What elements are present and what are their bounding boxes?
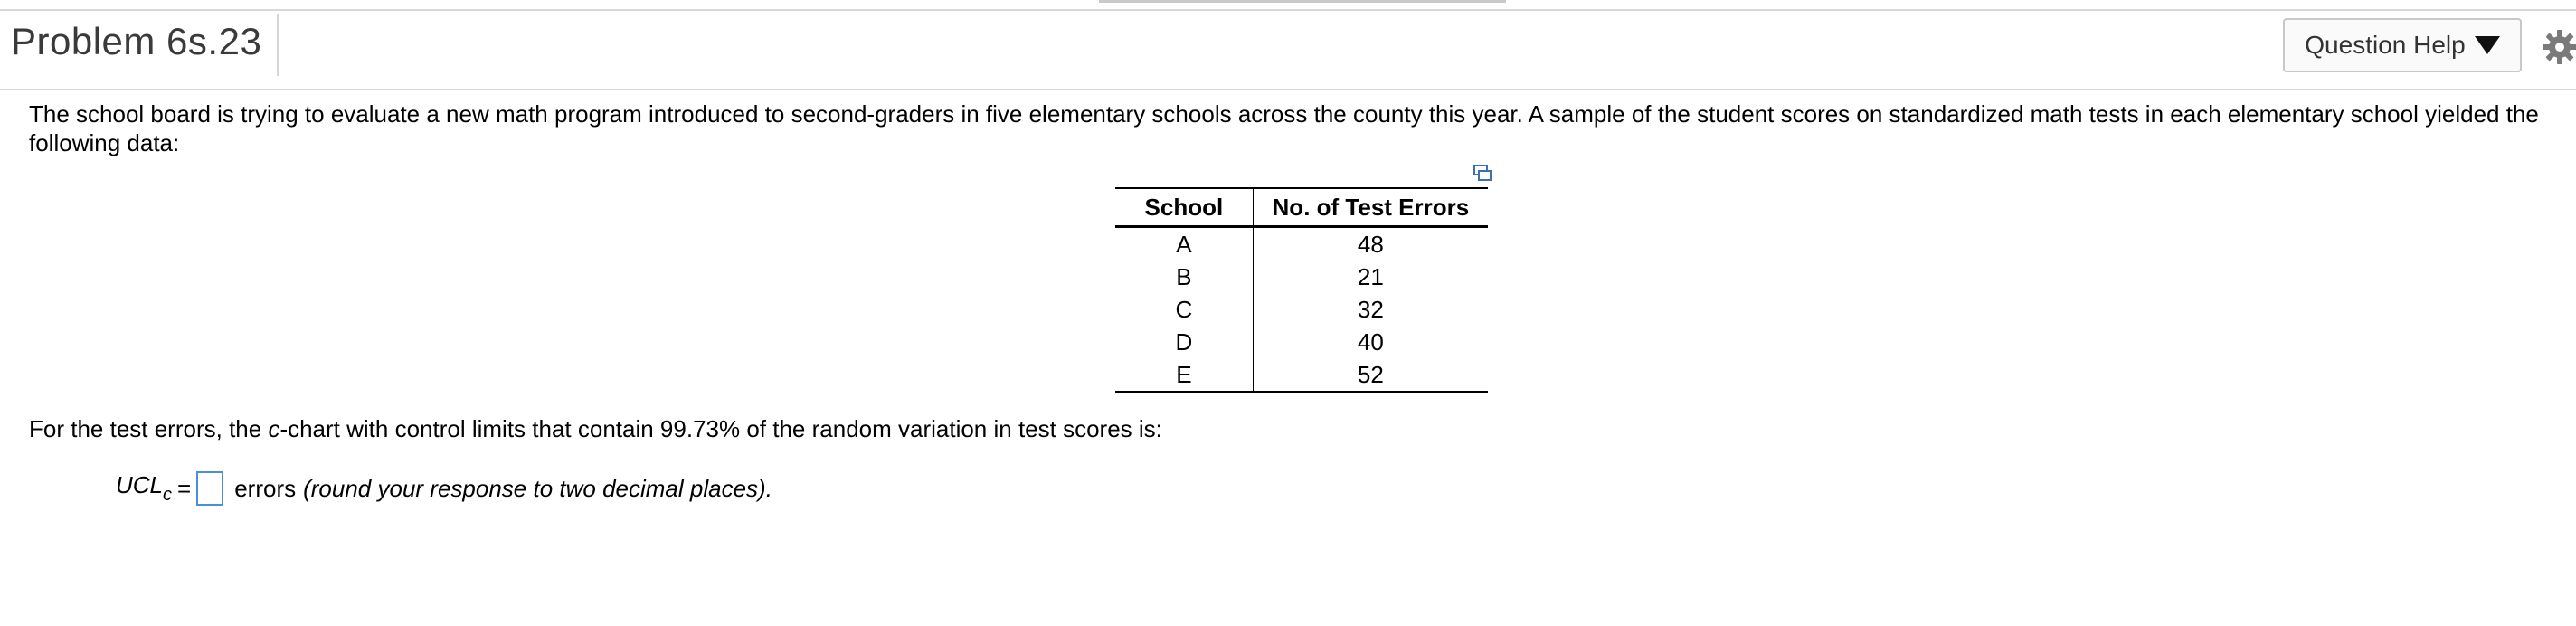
errors-cell: 32 [1357,295,1384,323]
errors-cell: 21 [1357,262,1384,290]
prompt-c-variable: c [268,415,280,442]
school-cell: C [1115,293,1253,326]
data-table [1115,187,1488,393]
question-prompt [29,415,1162,443]
header-divider [0,89,2576,90]
column-header-errors: No. of Test Errors [1253,188,1488,227]
rounding-instruction: (round your response to two decimal places). [303,474,772,502]
problem-header [0,11,2576,80]
ucl-answer-input[interactable] [196,471,223,506]
triangle-down-icon [2475,36,2500,54]
title-divider [277,14,279,76]
errors-cell: 52 [1253,358,1488,392]
question-intro: The school board is trying to evaluate a new math program introduced to second-graders in five elementary schools across the county this year. A sample of the student scores on standardized math tests in each elementary school yielded the following data: [29,100,2539,156]
ucl-label-subscript: c [163,485,173,505]
prompt-text-2: -chart with control limits that contain 99.73% of the random variation in test scores is: [279,415,1162,442]
gear-icon[interactable] [2542,29,2576,65]
ucl-label-main: UCL [116,471,164,498]
errors-cell: 40 [1357,327,1384,356]
top-tab-indicator [1099,0,1506,3]
question-help-label: Question Help [2305,31,2466,59]
table-row [1115,326,1488,358]
equals-sign: = [177,474,192,502]
school-cell: B [1115,261,1253,293]
ucl-label [116,471,172,506]
question-help-button[interactable] [2283,18,2522,72]
problem-title: Problem 6s.23 [11,20,262,62]
table-row [1115,358,1488,392]
column-header-school: School [1115,188,1253,227]
table-row [1115,227,1488,261]
errors-cell: 48 [1357,230,1384,258]
table-row [1115,261,1488,293]
school-cell: E [1115,358,1253,392]
table-row [1115,293,1488,326]
school-cell: A [1115,227,1253,261]
answer-row [116,469,772,508]
prompt-text-1: For the test errors, the [29,415,269,442]
table-header-row [1115,188,1488,227]
school-cell: D [1115,326,1253,358]
units-label: errors [234,474,297,502]
expand-table-icon[interactable] [1473,163,1492,183]
